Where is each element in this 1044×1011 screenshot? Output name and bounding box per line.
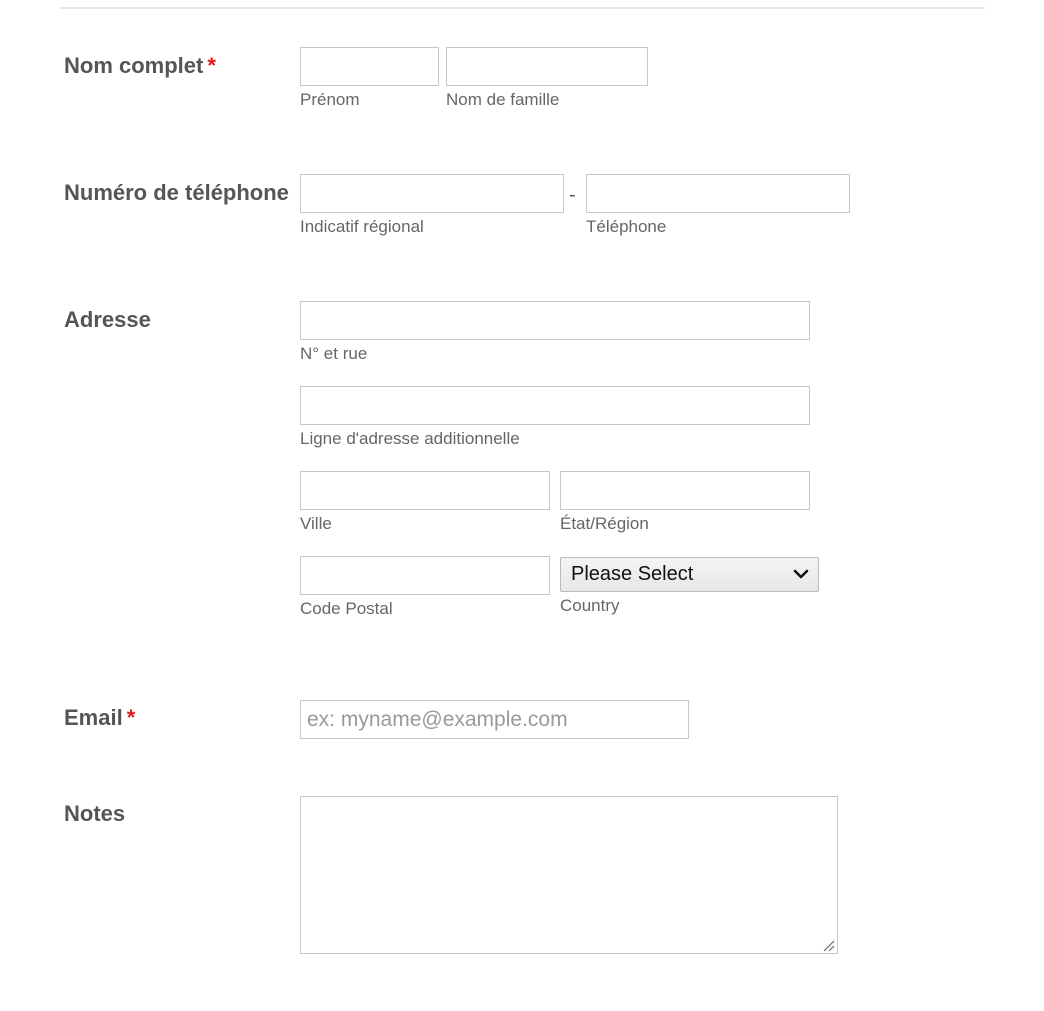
street2-sublabel: Ligne d'adresse additionnelle [300,429,520,448]
street-input[interactable] [300,301,810,340]
postal-code-input[interactable] [300,556,550,595]
phone-number-sublabel: Téléphone [586,217,667,236]
required-asterisk: * [207,53,216,78]
city-input[interactable] [300,471,550,510]
last-name-sublabel: Nom de famille [446,90,560,109]
phone-number-input[interactable] [586,174,850,213]
state-input[interactable] [560,471,810,510]
first-name-input[interactable] [300,47,439,86]
street-sublabel: N° et rue [300,344,368,363]
country-sublabel: Country [560,596,620,615]
phone-label: Numéro de téléphone [64,180,289,205]
area-code-input[interactable] [300,174,564,213]
email-label [64,705,135,731]
phone-separator: - [569,184,576,206]
notes-label: Notes [64,801,126,826]
area-code-sublabel: Indicatif régional [300,217,424,236]
chevron-down-icon [792,565,810,589]
first-name-sublabel: Prénom [300,90,360,109]
top-divider [59,7,985,9]
last-name-input[interactable] [446,47,648,86]
country-select-value: Please Select [571,563,694,585]
postal-code-sublabel: Code Postal [300,599,393,618]
address-label: Adresse [64,307,151,332]
full-name-label [64,53,216,79]
country-select[interactable] [560,557,819,592]
email-input[interactable] [300,700,689,739]
required-asterisk: * [126,705,136,730]
notes-textarea[interactable] [300,796,838,954]
email-label-text: Email [64,705,123,730]
state-sublabel: État/Région [560,514,649,533]
city-sublabel: Ville [300,514,332,533]
resize-handle-icon[interactable] [823,939,835,957]
full-name-label-text: Nom complet [64,53,204,78]
street2-input[interactable] [300,386,810,425]
